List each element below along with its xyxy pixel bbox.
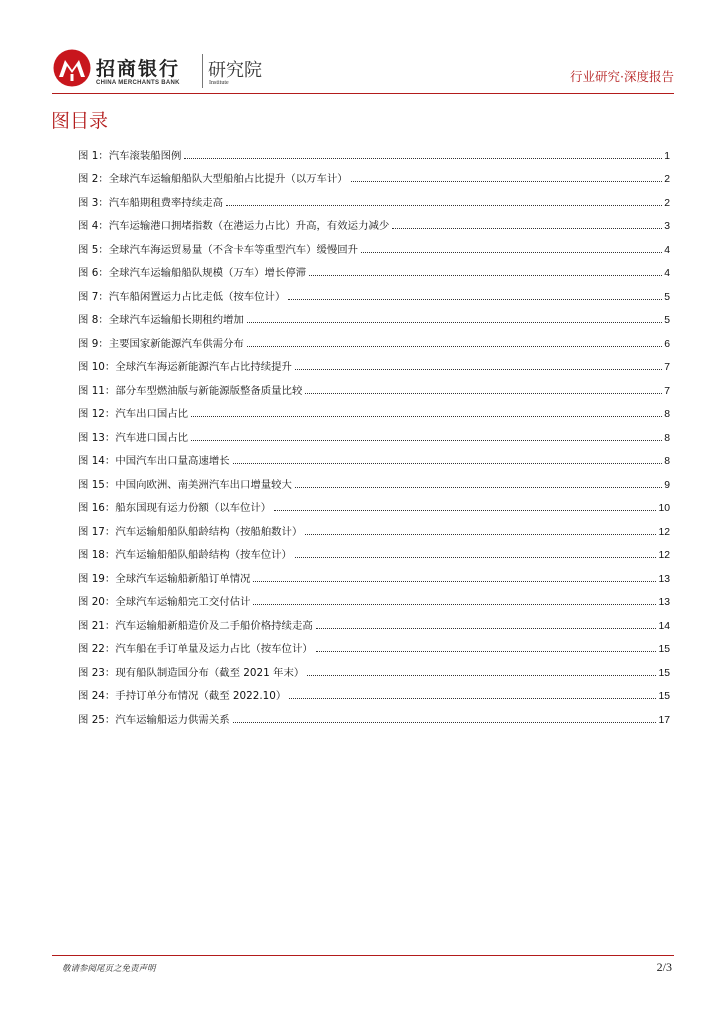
toc-entry-number: 图 18： [78, 549, 116, 561]
toc-entry[interactable] [78, 256, 670, 280]
toc-entry-title: 中国汽车出口量高速增长 [115, 455, 230, 467]
institute-name: 研究院 [208, 60, 262, 81]
toc-entry-number: 图 14： [78, 455, 116, 467]
toc-dot-leader [191, 416, 662, 417]
toc-dot-leader [392, 228, 662, 229]
toc-entry[interactable] [78, 209, 670, 233]
toc-entry-number: 图 21： [78, 619, 116, 632]
toc-dot-leader [247, 322, 662, 323]
toc-entry-page: 13 [658, 573, 670, 585]
toc-entry-number: 图 15： [78, 478, 116, 491]
toc-dot-leader [253, 604, 656, 605]
toc-entry[interactable] [78, 373, 670, 397]
toc-entry[interactable] [78, 655, 670, 679]
toc-entry-page: 6 [664, 338, 670, 350]
toc-entry-number: 图 20： [78, 596, 116, 608]
toc-entry-page: 15 [658, 691, 670, 702]
toc-entry-number: 图 6： [78, 267, 109, 279]
toc-entry-number: 图 11： [78, 384, 116, 397]
toc-entry-title: 全球汽车运输船船队规模（万车）增长停滞 [108, 267, 307, 279]
toc-entry-title: 部分车型燃油版与新能源版整备质量比较 [115, 384, 303, 397]
header-rule [52, 93, 674, 94]
toc-entry-title: 全球汽车运输船长期租约增加 [108, 314, 244, 326]
toc-entry-title: 全球汽车运输船完工交付估计 [115, 596, 251, 608]
toc-entry-title: 中国向欧洲、南美洲汽车出口增量较大 [115, 478, 292, 491]
toc-entry-page: 12 [658, 526, 670, 538]
toc-entry-number: 图 12： [78, 408, 116, 420]
toc-entry-number: 图 19： [78, 572, 116, 585]
toc-entry-number: 图 25： [78, 713, 116, 726]
toc-entry[interactable] [78, 420, 670, 444]
toc-entry-title: 汽车运输港口拥堵指数（在港运力占比）升高，有效运力减少 [108, 220, 390, 232]
report-type-label: 行业研究·深度报告 [570, 69, 674, 84]
toc-entry[interactable] [78, 679, 670, 703]
toc-dot-leader [305, 534, 656, 535]
toc-entry-page: 8 [664, 432, 670, 444]
toc-dot-leader [309, 275, 662, 276]
toc-entry[interactable] [78, 585, 670, 609]
toc-entry-title: 汽车运输船新船造价及二手船价格持续走高 [115, 619, 313, 632]
toc-dot-leader [295, 557, 656, 558]
toc-entry-number: 图 4： [78, 220, 109, 232]
toc-dot-leader [274, 510, 656, 511]
toc-entry[interactable] [78, 397, 670, 421]
toc-entry-title: 全球汽车海运贸易量（不含卡车等重型汽车）缓慢回升 [108, 243, 359, 256]
toc-dot-leader [361, 252, 662, 253]
toc-entry-number: 图 13： [78, 431, 116, 444]
brand-divider [202, 54, 203, 88]
toc-dot-leader [307, 675, 656, 676]
toc-dot-leader [351, 181, 663, 182]
toc-entry-title: 汽车滚装船图例 [108, 149, 182, 162]
toc-dot-leader [233, 722, 657, 723]
toc-entry-page: 9 [664, 479, 670, 491]
page-header [52, 48, 674, 94]
toc-entry-title: 汽车进口国占比 [115, 431, 189, 444]
toc-entry-number: 图 9： [78, 337, 109, 350]
toc-entry-page: 8 [664, 456, 670, 467]
toc-entry-page: 17 [658, 714, 670, 726]
toc-entry-number: 图 7： [78, 290, 109, 303]
toc-entry-number: 图 22： [78, 643, 116, 655]
toc-entry-title: 汽车出口国占比 [115, 408, 189, 420]
toc-entry[interactable] [78, 632, 670, 656]
toc-dot-leader [305, 393, 662, 394]
toc-entry-page: 8 [664, 409, 670, 420]
toc-dot-leader [316, 628, 657, 629]
toc-entry-number: 图 1： [78, 149, 109, 162]
toc-entry-title: 汽车船闲置运力占比走低（按车位计） [108, 290, 286, 303]
toc-dot-leader [191, 440, 662, 441]
toc-dot-leader [288, 299, 662, 300]
toc-entry-number: 图 5： [78, 243, 109, 256]
toc-entry-title: 汽车运输船船队船龄结构（按船舶数计） [115, 525, 303, 538]
toc-entry-page: 12 [658, 550, 670, 561]
toc-entry[interactable] [78, 702, 670, 726]
toc-entry-number: 图 2： [78, 173, 109, 185]
toc-dot-leader [316, 651, 657, 652]
toc-entry-title: 全球汽车运输船新船订单情况 [115, 572, 251, 585]
toc-dot-leader [184, 158, 662, 159]
brand-name-english: CHINA MERCHANTS BANK [96, 80, 180, 86]
toc-entry-page: 14 [658, 620, 670, 632]
footer-rule [52, 955, 674, 956]
toc-entry[interactable] [78, 232, 670, 256]
toc-entry[interactable] [78, 350, 670, 374]
toc-entry[interactable] [78, 514, 670, 538]
toc-entry-page: 3 [664, 221, 670, 232]
toc-entry-page: 5 [664, 315, 670, 326]
toc-entry[interactable] [78, 162, 670, 186]
toc-entry-title: 汽车船在手订单量及运力占比（按车位计） [115, 643, 313, 655]
toc-entry-page: 4 [664, 268, 670, 279]
brand-name: 招商银行 [96, 58, 181, 80]
toc-entry[interactable] [78, 608, 670, 632]
toc-entry[interactable] [78, 303, 670, 327]
toc-entry-title: 主要国家新能源汽车供需分布 [108, 337, 244, 350]
toc-entry-number: 图 8： [78, 314, 109, 326]
toc-entry-page: 13 [658, 597, 670, 608]
toc-entry-title: 全球汽车海运新能源汽车占比持续提升 [115, 361, 292, 373]
toc-entry-page: 5 [664, 291, 670, 303]
toc-entry-page: 2 [664, 174, 670, 185]
toc-entry[interactable] [78, 279, 670, 303]
institute-name-english: Institute [209, 80, 229, 86]
toc-dot-leader [253, 581, 656, 582]
toc-entry-page: 15 [658, 667, 670, 679]
toc-entry-page: 7 [664, 385, 670, 397]
toc-dot-leader [247, 346, 662, 347]
toc-entry-title: 汽车运输船船队船龄结构（按车位计） [115, 549, 292, 561]
toc-entry-number: 图 10： [78, 361, 116, 373]
toc-entry[interactable] [78, 538, 670, 562]
toc-dot-leader [233, 463, 663, 464]
toc-dot-leader [295, 369, 662, 370]
toc-entry-page: 1 [664, 150, 670, 162]
toc-dot-leader [289, 698, 656, 699]
toc-entry-title: 手持订单分布情况（截至 2022.10） [115, 690, 287, 702]
cmb-logo-icon [52, 48, 92, 88]
toc-entry[interactable] [78, 138, 670, 162]
toc-entry-title: 全球汽车运输船船队大型船舶占比提升（以万车计） [108, 173, 348, 185]
toc-entry-title: 汽车运输船运力供需关系 [115, 713, 230, 726]
page-number: 2/3 [656, 960, 672, 974]
toc-entry[interactable] [78, 326, 670, 350]
toc-entry-number: 图 17： [78, 525, 116, 538]
toc-entry-page: 10 [658, 503, 670, 514]
toc-entry[interactable] [78, 185, 670, 209]
toc-entry-page: 4 [664, 244, 670, 256]
toc-entry-title: 现有船队制造国分布（截至 2021 年末） [115, 666, 305, 679]
toc-entry-page: 2 [664, 197, 670, 209]
toc-entry-number: 图 3： [78, 196, 109, 209]
toc-dot-leader [295, 487, 662, 488]
toc-entry-number: 图 23： [78, 666, 116, 679]
toc-entry-number: 图 24： [78, 690, 116, 702]
toc-entry-title: 汽车船期租费率持续走高 [108, 196, 223, 209]
toc-entry[interactable] [78, 561, 670, 585]
toc-title: 图目录 [51, 110, 109, 132]
figure-table-of-contents [78, 138, 670, 726]
toc-entry-number: 图 16： [78, 502, 116, 514]
toc-entry[interactable] [78, 491, 670, 515]
disclaimer-note: 敬请参阅尾页之免责声明 [62, 964, 156, 974]
toc-entry-title: 船东国现有运力份额（以车位计） [115, 502, 272, 514]
toc-entry-page: 15 [658, 644, 670, 655]
toc-entry[interactable] [78, 467, 670, 491]
toc-entry[interactable] [78, 444, 670, 468]
toc-dot-leader [226, 205, 662, 206]
toc-entry-page: 7 [664, 362, 670, 373]
